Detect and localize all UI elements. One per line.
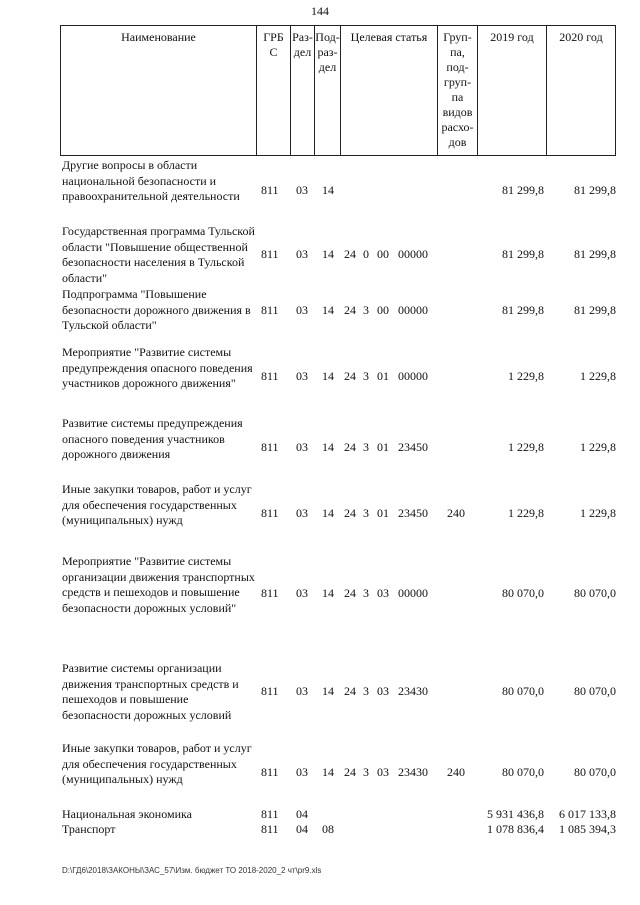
row-razdel: 03 <box>296 247 308 261</box>
row-razdel: 03 <box>296 506 308 520</box>
header-group-4: груп- <box>443 75 472 89</box>
row-podrazdel: 14 <box>322 506 334 520</box>
row-expense-group: 240 <box>447 506 465 520</box>
row-razdel: 03 <box>296 765 308 779</box>
row-grbs: 811 <box>261 303 279 317</box>
row-target-direction: 00000 <box>398 369 428 383</box>
row-name: Иные закупки товаров, работ и услуг для обеспечения государственных (муниципальных) нужд <box>62 741 252 786</box>
row-name: Национальная экономика <box>62 807 192 821</box>
row-target-program: 24 <box>344 586 356 600</box>
row-target-event: 01 <box>377 506 389 520</box>
row-value-2019: 1 078 836,4 <box>487 822 544 836</box>
row-target-direction: 00000 <box>398 247 428 261</box>
row-value-2019: 81 299,8 <box>502 183 544 197</box>
row-grbs: 811 <box>261 765 279 779</box>
row-target-subprogram: 3 <box>363 440 369 454</box>
header-group-6: видов <box>442 105 473 119</box>
header-podrazdel-3: дел <box>318 60 337 74</box>
row-grbs: 811 <box>261 506 279 520</box>
row-podrazdel: 14 <box>322 765 334 779</box>
header-group-5: па <box>451 90 464 104</box>
row-target-subprogram: 0 <box>363 247 369 261</box>
row-value-2019: 81 299,8 <box>502 303 544 317</box>
row-target-program: 24 <box>344 440 356 454</box>
row-grbs: 811 <box>261 822 279 836</box>
row-target-program: 24 <box>344 247 356 261</box>
header-group-2: па, <box>450 45 465 59</box>
header-group-7: расхо- <box>441 120 474 134</box>
row-name: Мероприятие "Развитие системы предупреждения опасного поведения участников дорожного движения" <box>62 345 253 390</box>
row-value-2019: 1 229,8 <box>508 369 544 383</box>
row-name: Иные закупки товаров, работ и услуг для обеспечения государственных (муниципальных) нужд <box>62 482 252 527</box>
header-group-8: дов <box>448 135 467 149</box>
row-value-2019: 1 229,8 <box>508 440 544 454</box>
row-value-2019: 80 070,0 <box>502 684 544 698</box>
row-name: Мероприятие "Развитие системы организации движения транспортных средств и пешеходов и повышение безопасности дорожных условий" <box>62 554 255 615</box>
row-razdel: 03 <box>296 183 308 197</box>
row-podrazdel: 08 <box>322 822 334 836</box>
header-target: Целевая статья <box>350 30 428 44</box>
row-podrazdel: 14 <box>322 684 334 698</box>
header-2020: 2020 год <box>559 30 603 44</box>
row-grbs: 811 <box>261 586 279 600</box>
row-value-2020: 1 085 394,3 <box>559 822 616 836</box>
row-value-2020: 80 070,0 <box>574 586 616 600</box>
row-target-program: 24 <box>344 684 356 698</box>
row-target-program: 24 <box>344 765 356 779</box>
header-podrazdel-1: Под- <box>315 30 340 44</box>
row-grbs: 811 <box>261 369 279 383</box>
row-podrazdel: 14 <box>322 440 334 454</box>
header-group-1: Груп- <box>443 30 472 44</box>
row-value-2020: 81 299,8 <box>574 247 616 261</box>
header-top-border <box>60 25 616 26</box>
row-target-program: 24 <box>344 303 356 317</box>
row-target-subprogram: 3 <box>363 369 369 383</box>
row-target-program: 24 <box>344 369 356 383</box>
row-podrazdel: 14 <box>322 183 334 197</box>
header-name: Наименование <box>121 30 196 44</box>
row-target-subprogram: 3 <box>363 765 369 779</box>
row-razdel: 03 <box>296 586 308 600</box>
file-path-footer: D:\ГД6\2018\ЗАКОНЫ\ЗАС_57\Изм. бюджет ТО 2018-2020_2 чт\pr9.xls <box>62 866 322 875</box>
row-razdel: 04 <box>296 807 308 821</box>
row-razdel: 03 <box>296 369 308 383</box>
row-value-2020: 81 299,8 <box>574 183 616 197</box>
header-podrazdel-2: раз- <box>317 45 338 59</box>
row-value-2019: 5 931 436,8 <box>487 807 544 821</box>
page-number: 144 <box>311 4 329 18</box>
row-razdel: 04 <box>296 822 308 836</box>
row-target-direction: 23430 <box>398 765 428 779</box>
row-value-2020: 1 229,8 <box>580 440 616 454</box>
row-target-direction: 00000 <box>398 303 428 317</box>
header-grbs-2: С <box>269 45 278 59</box>
row-target-event: 03 <box>377 684 389 698</box>
row-value-2019: 80 070,0 <box>502 586 544 600</box>
header-grbs-1: ГРБ <box>263 30 284 44</box>
row-value-2020: 6 017 133,8 <box>559 807 616 821</box>
row-target-event: 03 <box>377 765 389 779</box>
row-grbs: 811 <box>261 183 279 197</box>
header-2019: 2019 год <box>490 30 534 44</box>
col-sep <box>615 25 616 156</box>
row-podrazdel: 14 <box>322 303 334 317</box>
row-value-2019: 81 299,8 <box>502 247 544 261</box>
row-target-subprogram: 3 <box>363 506 369 520</box>
row-value-2020: 80 070,0 <box>574 684 616 698</box>
row-podrazdel: 14 <box>322 247 334 261</box>
row-value-2019: 80 070,0 <box>502 765 544 779</box>
row-target-subprogram: 3 <box>363 684 369 698</box>
row-grbs: 811 <box>261 807 279 821</box>
row-target-program: 24 <box>344 506 356 520</box>
header-bottom-border <box>60 155 616 156</box>
row-target-event: 03 <box>377 586 389 600</box>
row-target-event: 01 <box>377 440 389 454</box>
row-razdel: 03 <box>296 684 308 698</box>
row-target-event: 01 <box>377 369 389 383</box>
row-podrazdel: 14 <box>322 369 334 383</box>
row-name: Государственная программа Тульской области "Повышение общественной безопасности населения в Тульской области" <box>62 224 255 285</box>
row-target-direction: 23430 <box>398 684 428 698</box>
row-razdel: 03 <box>296 303 308 317</box>
row-target-subprogram: 3 <box>363 303 369 317</box>
header-group-3: под- <box>446 60 469 74</box>
row-target-direction: 23450 <box>398 440 428 454</box>
header-razdel-2: дел <box>293 45 312 59</box>
row-podrazdel: 14 <box>322 586 334 600</box>
row-name: Транспорт <box>62 822 116 836</box>
row-value-2020: 81 299,8 <box>574 303 616 317</box>
row-name: Развитие системы предупреждения опасного поведения участников дорожного движения <box>62 416 243 461</box>
row-razdel: 03 <box>296 440 308 454</box>
row-value-2020: 1 229,8 <box>580 369 616 383</box>
row-target-subprogram: 3 <box>363 586 369 600</box>
header-razdel-1: Раз- <box>292 30 313 44</box>
row-grbs: 811 <box>261 247 279 261</box>
row-name: Развитие системы организации движения транспортных средств и пешеходов и повышение безопасности дорожных условий <box>62 661 239 722</box>
row-name: Другие вопросы в области национальной безопасности и правоохранительной деятельности <box>62 158 240 203</box>
row-value-2019: 1 229,8 <box>508 506 544 520</box>
row-target-event: 00 <box>377 303 389 317</box>
row-grbs: 811 <box>261 684 279 698</box>
row-value-2020: 1 229,8 <box>580 506 616 520</box>
row-name: Подпрограмма "Повышение безопасности дорожного движения в Тульской области" <box>62 287 251 332</box>
row-expense-group: 240 <box>447 765 465 779</box>
row-target-event: 00 <box>377 247 389 261</box>
row-target-direction: 00000 <box>398 586 428 600</box>
row-grbs: 811 <box>261 440 279 454</box>
row-target-direction: 23450 <box>398 506 428 520</box>
row-value-2020: 80 070,0 <box>574 765 616 779</box>
